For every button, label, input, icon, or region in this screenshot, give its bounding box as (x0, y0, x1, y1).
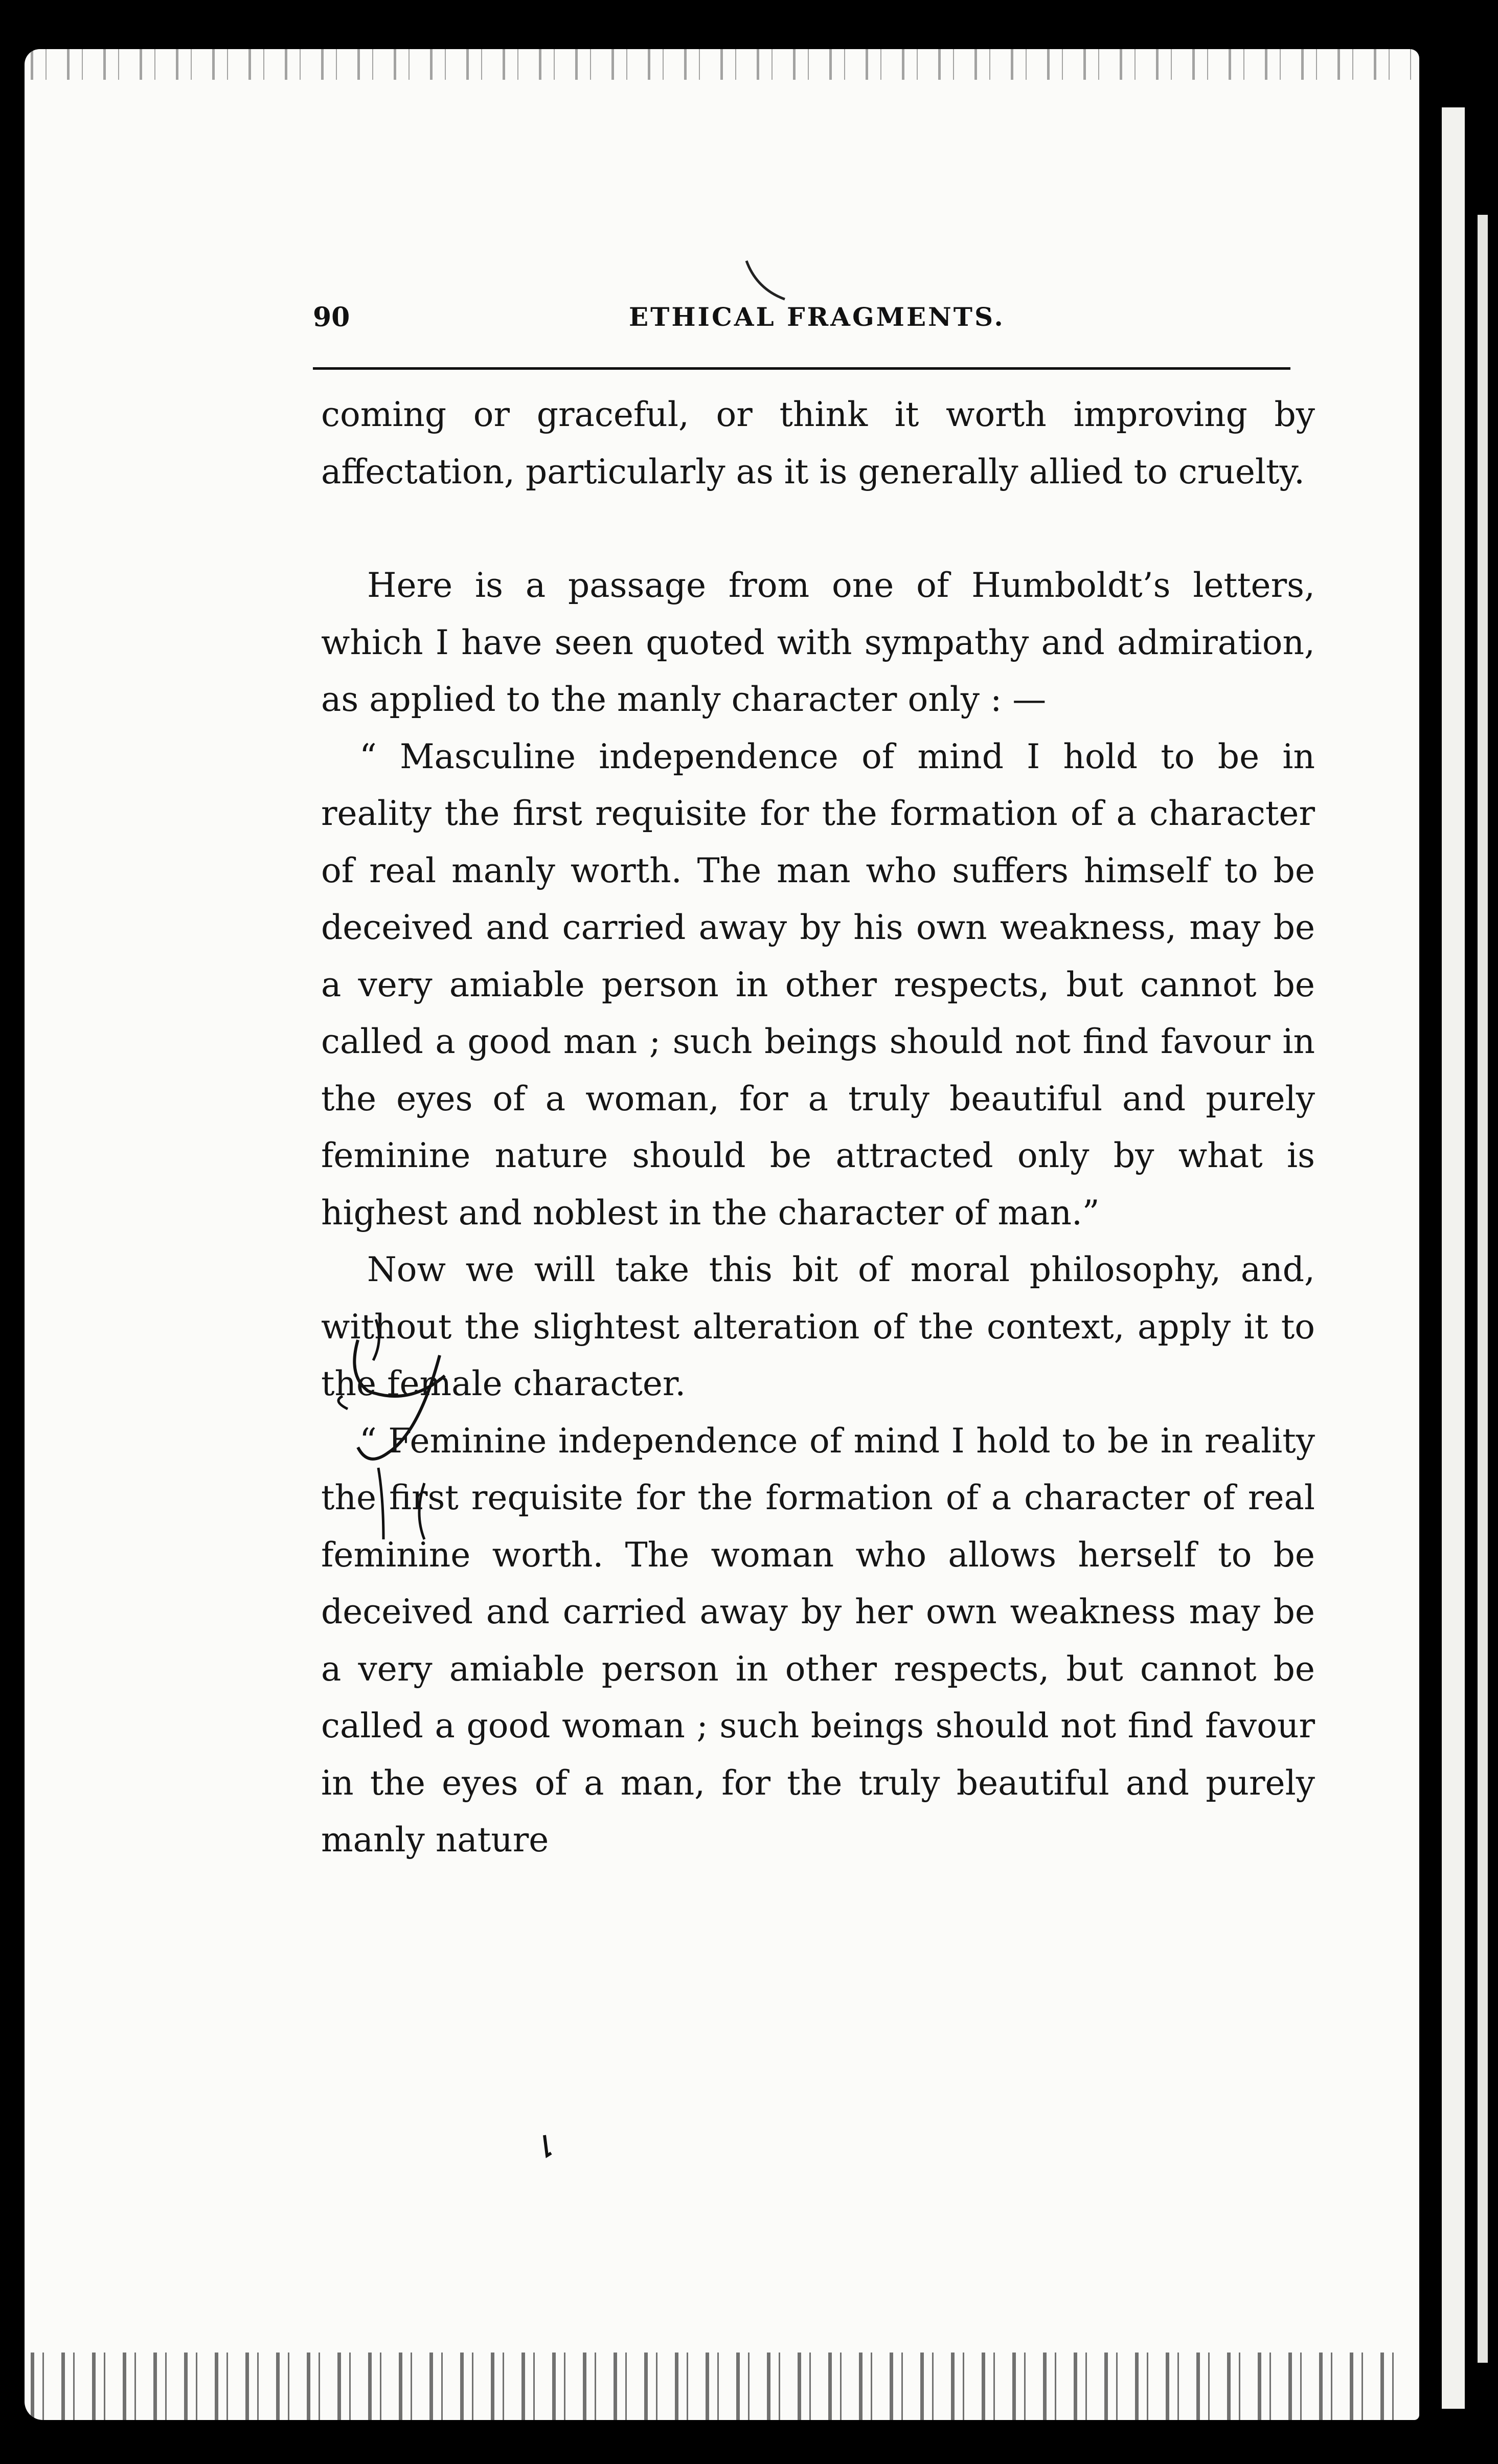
next-page-edge-shadow (1478, 215, 1488, 2363)
page-number: 90 (313, 302, 350, 333)
page-header (0, 302, 1498, 348)
paragraph-humboldt-intro: Here is a passage from one of Humboldt’s letters, which I have seen quoted with sympathy and admiration, as applied to the manly character only : — (321, 566, 1315, 719)
body-text (321, 386, 1315, 1869)
scan-edge-top (31, 49, 1411, 80)
header-rule (313, 367, 1290, 370)
ink-speck-icon (537, 2133, 557, 2163)
paragraph-masculine-quote: “ Masculine independence of mind I hold to be in reality the first requisite for the formation of a character of real manly worth. The man who suffers himself to be deceived and carried away by his own weakness, may be a very amiable person in other respects, but cannot be called a good man ; such beings should not find favour in the eyes of a woman, for a truly beautiful and purely feminine nature should be attracted only by what is highest and noblest in the character of man.” (321, 736, 1315, 1233)
paragraph-continued: coming or graceful, or think it worth improving by affectation, particularly as it is generally allied to cruelty. (321, 395, 1315, 491)
paragraph-feminine-quote: “ Feminine independence of mind I hold to be in reality the first requisite for the formation of a character of real feminine worth. The woman who allows herself to be deceived and carried away by her own weakness may be a very amiable person in other respects, but cannot be called a good woman ; such beings should not find favour in the eyes of a man, for the truly beautiful and purely manly nature (321, 1421, 1315, 1860)
pencil-tick-icon (741, 258, 792, 304)
next-page-edge (1442, 107, 1465, 2409)
scan-edge-bottom (31, 2353, 1411, 2424)
paragraph-now-we-will: Now we will take this bit of moral philosophy, and, without the slightest alteration of the context, apply it to the female character. (321, 1250, 1315, 1403)
running-head: ETHICAL FRAGMENTS. (629, 302, 1005, 332)
